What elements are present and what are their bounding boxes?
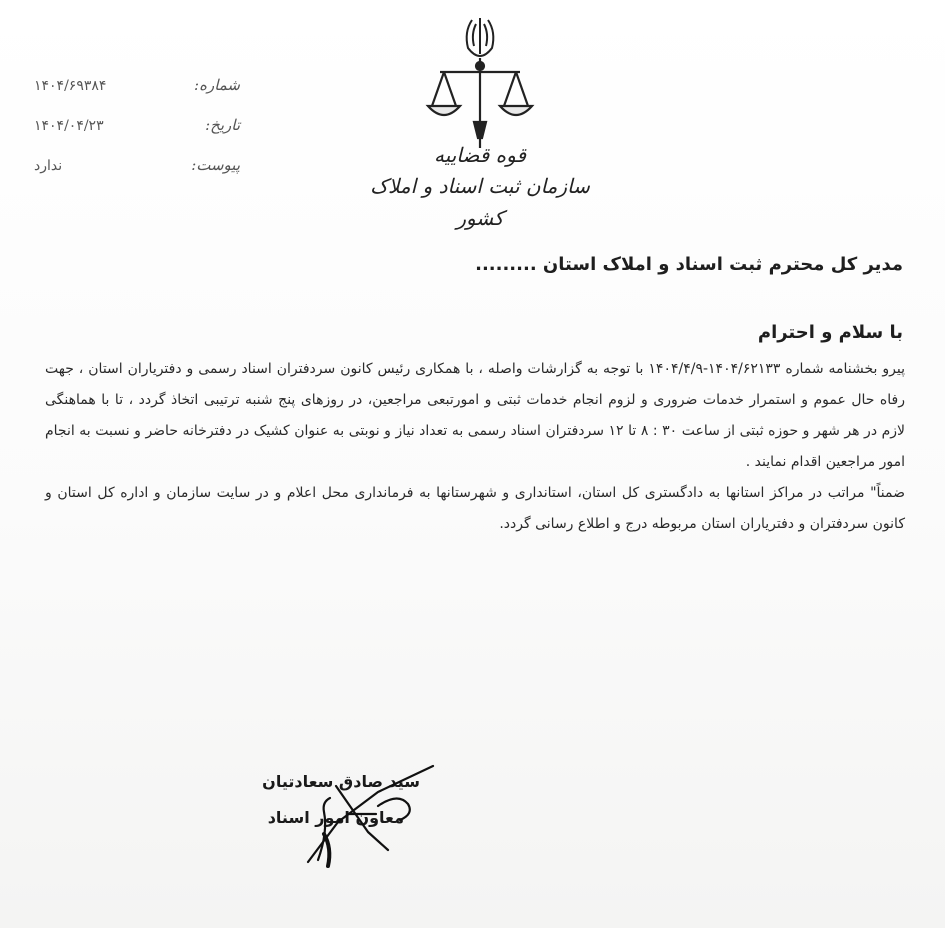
date-value: ۱۴۰۴/۰۴/۲۳	[34, 118, 104, 134]
greeting: با سلام و احترام	[757, 322, 903, 343]
body-paragraph-2: ضمناً" مراتب در مراکز استانها به دادگستری کل استان، استانداری و شهرستانها به فرمانداری محل اعلام و در سایت سازمان و اداره کل استان و کانون سردفتران و دفتریاران استان مربوطه درج و اطلاع رسانی گردد.	[45, 485, 905, 532]
letter-meta	[20, 76, 240, 196]
addressee: مدیر کل محترم ثبت اسناد و املاک استان .........	[475, 254, 903, 275]
body-paragraph-1: پیرو بخشنامه شماره ۱۴۰۴/۶۲۱۳۳-۱۴۰۴/۴/۹ با توجه به گزارشات واصله ، با همکاری رئیس کانون سردفتران اسناد رسمی و دفتریاران استان ، جهت رفاه حال عموم و استمرار خدمات ضروری و لزوم انجام خدمات ثبتی و امورتبعی مراجعین، در روزهای پنج شنبه ترتیبی اتخاذ گردد ، تا با هماهنگی لازم در هر شهر و حوزه ثبتی از ساعت ۳۰ : ۸ تا ۱۲ سردفتران اسناد رسمی به تعداد نیاز و نوبتی به عنوان کشیک در دفترخانه حاضر و نسبت به انجام امور مراجعین اقدام نمایند .	[45, 361, 906, 470]
date-label: تاریخ:	[205, 116, 240, 134]
signatory-name: سید صادق سعادتیان	[262, 772, 420, 791]
attachment-label: پیوست:	[191, 156, 240, 174]
handwritten-signature	[228, 762, 448, 882]
letter-body	[45, 354, 905, 540]
number-label: شماره:	[194, 76, 240, 94]
number-row	[20, 76, 240, 116]
organization-header	[360, 140, 600, 234]
signatory-title: معاون امور اسناد	[267, 808, 404, 827]
iran-emblem-scales-of-justice-icon	[420, 14, 540, 154]
judiciary-name: قوه قضاییه	[433, 143, 527, 167]
number-value: ۱۴۰۴/۶۹۳۸۴	[34, 78, 107, 94]
attachment-value: ندارد	[34, 158, 63, 174]
registration-organization-name: سازمان ثبت اسناد و املاک کشور	[370, 174, 590, 230]
signature-block	[228, 762, 448, 882]
attachment-row	[20, 156, 240, 196]
date-row	[20, 116, 240, 156]
